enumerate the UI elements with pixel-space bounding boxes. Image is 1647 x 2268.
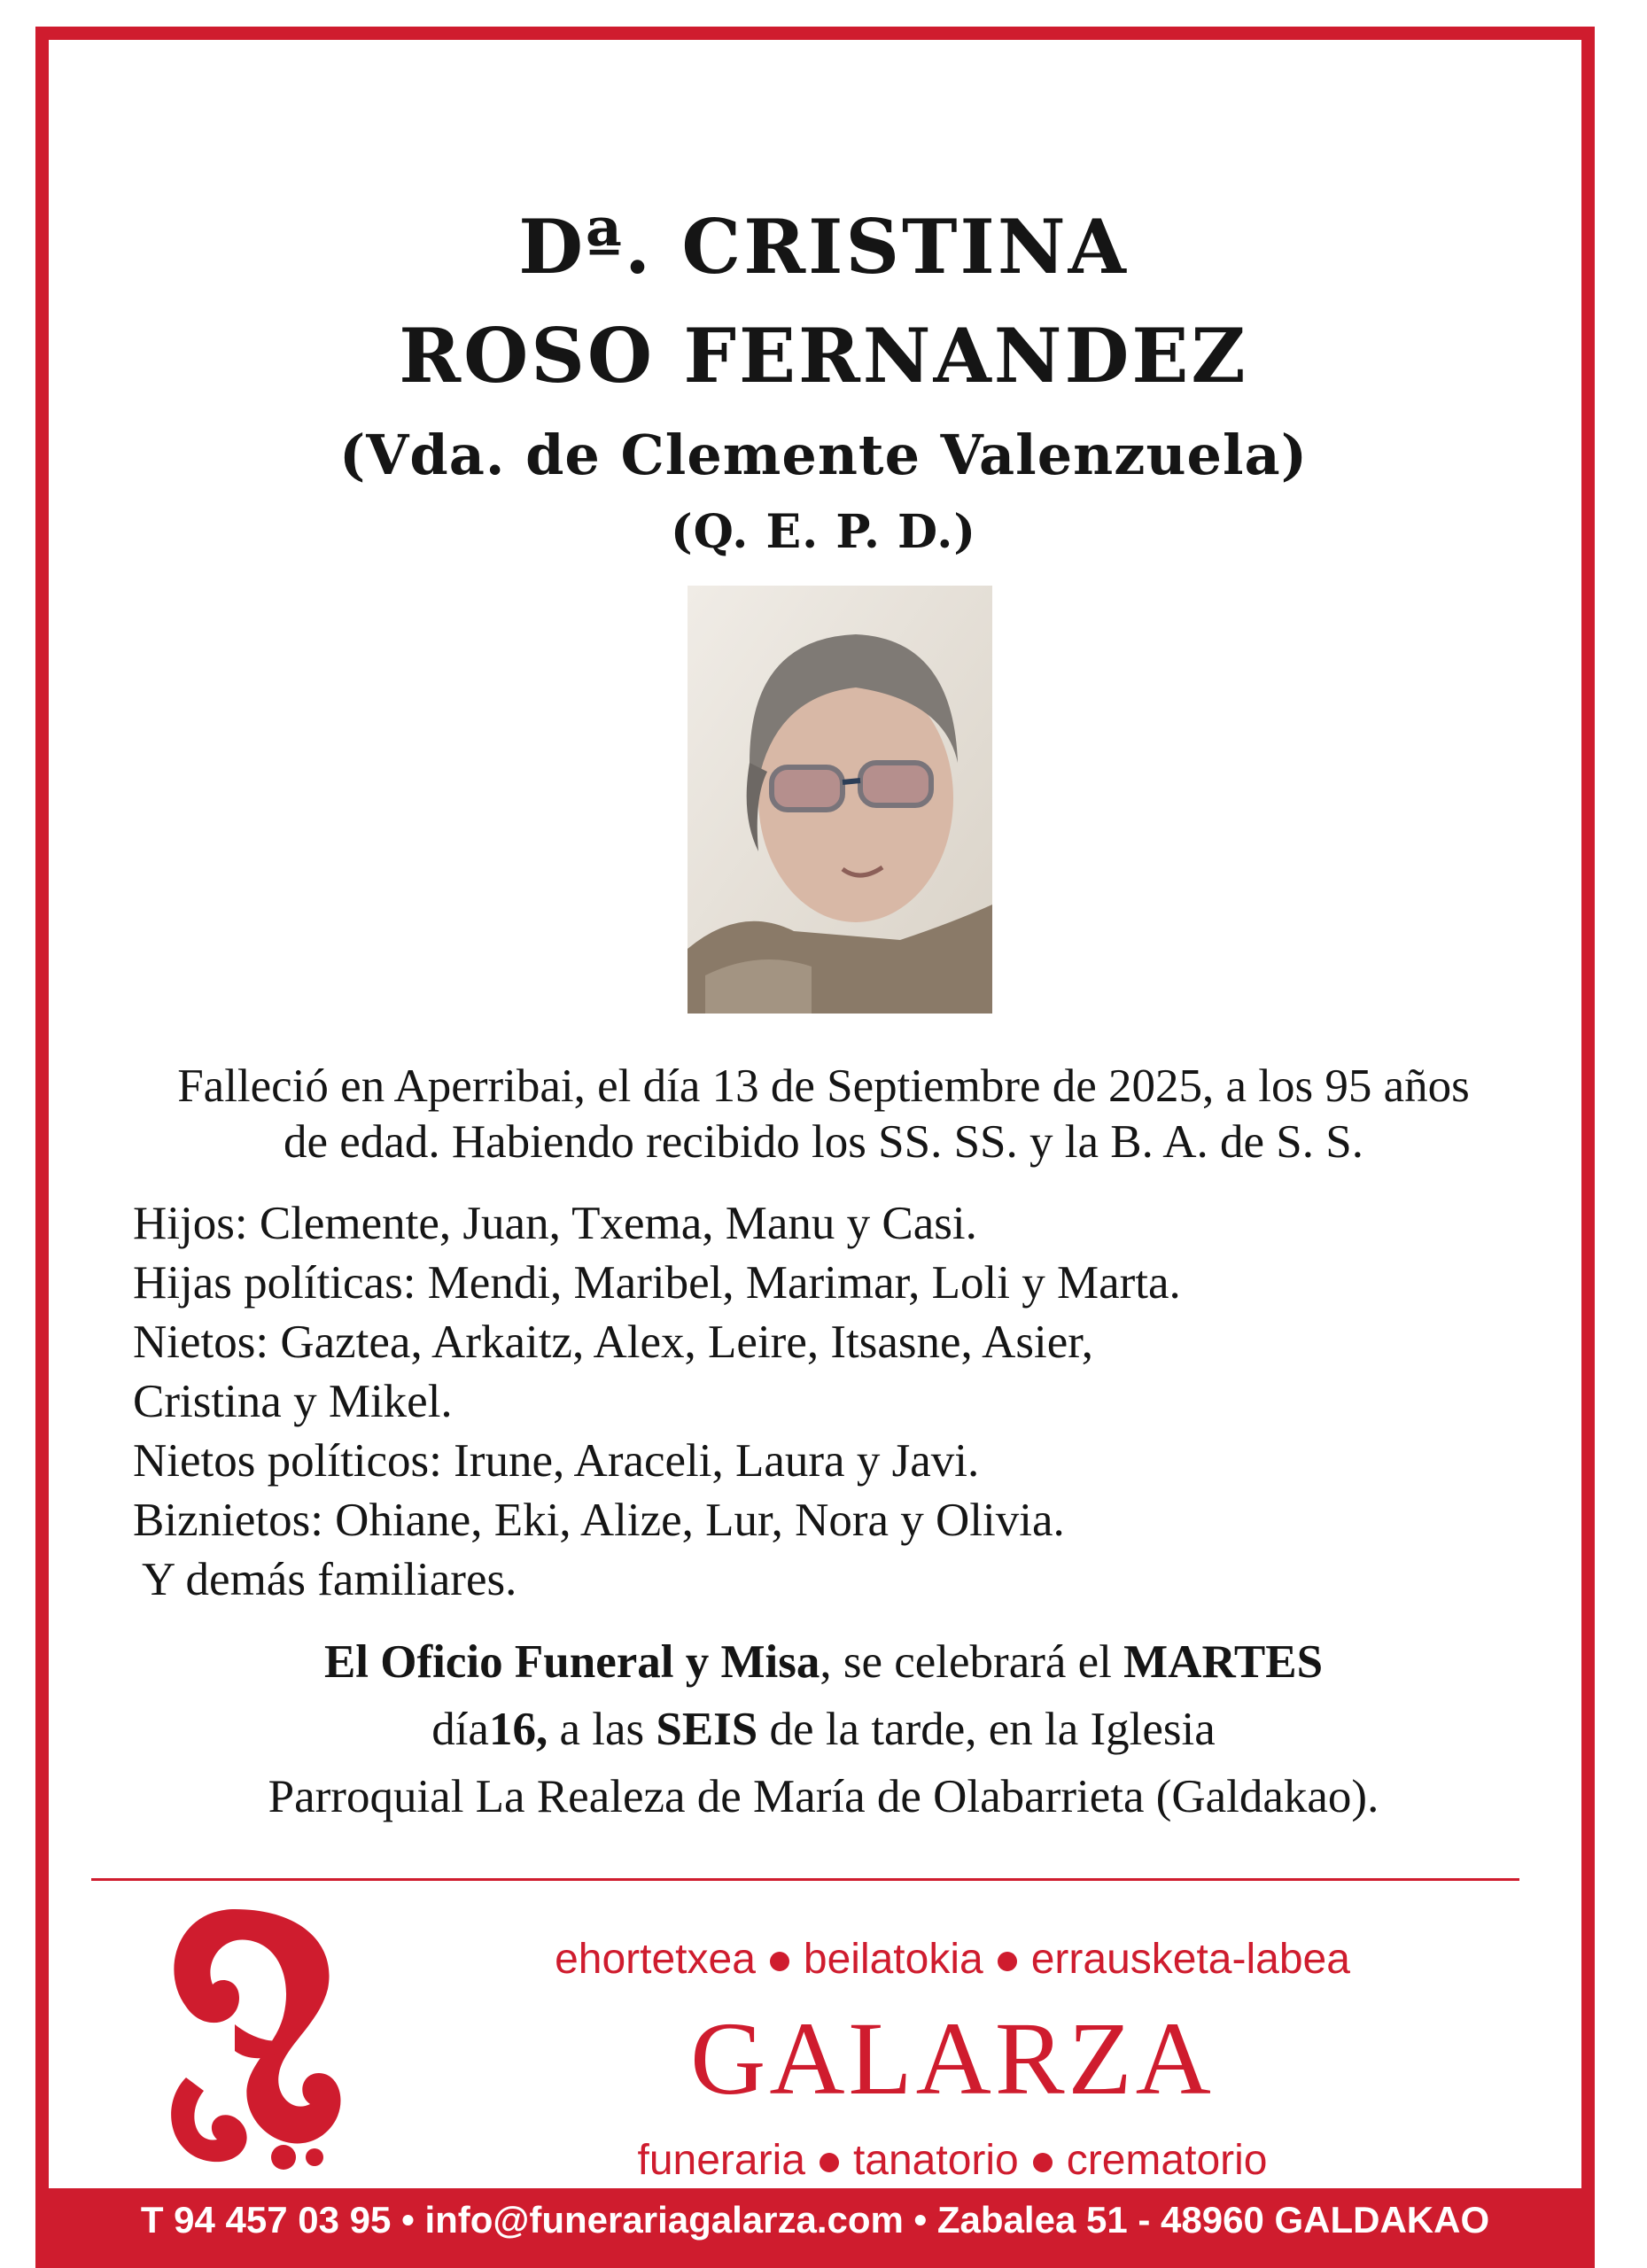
family-grandchildren: Nietos: Gaztea, Arkaitz, Alex, Leire, Itsasne, Asier, [133, 1317, 1094, 1368]
divider-rule [91, 1878, 1519, 1881]
funeral-home-name: GALARZA [690, 2000, 1215, 2117]
bullet-icon [1033, 2153, 1053, 2172]
deceased-name-line1: Dª. CRISTINA [518, 203, 1129, 291]
bullet-icon [820, 2153, 839, 2172]
death-info-line1: Falleció en Aperribai, el día 13 de Septiembre de 2025, a los 95 años [177, 1060, 1470, 1112]
contact-info: T 94 457 03 95 • info@funerariagalarza.com • Zabalea 51 - 48960 GALDAKAO [140, 2199, 1490, 2241]
service-line2: día16, a las SEIS de la tarde, en la Iglesia [431, 1704, 1216, 1755]
family-others: Y demás familiares. [142, 1554, 517, 1605]
death-info-line2: de edad. Habiendo recibido los SS. SS. y la B. A. de S. S. [284, 1116, 1363, 1168]
widow-of-line: (Vda. de Clemente Valenzuela) [338, 423, 1309, 487]
bullet-icon [770, 1952, 789, 1971]
family-great-grandchildren: Biznietos: Ohiane, Eki, Alize, Lur, Nora y Olivia. [133, 1495, 1065, 1546]
deceased-name-line2: ROSO FERNANDEZ [399, 312, 1248, 400]
services-basque: ehortetxea beilatokia errausketa-labea [555, 1936, 1350, 1983]
family-daughters-in-law: Hijas políticas: Mendi, Maribel, Marimar, Loli y Marta. [133, 1257, 1181, 1309]
services-spanish: funeraria tanatorio crematorio [637, 2137, 1268, 2184]
family-grandchildren-cont: Cristina y Mikel. [133, 1376, 453, 1427]
rip-line: (Q. E. P. D.) [670, 505, 976, 559]
galarza-logo-icon [151, 1891, 354, 2184]
bullet-icon [998, 1952, 1017, 1971]
portrait-photo [688, 586, 992, 1014]
family-children: Hijos: Clemente, Juan, Txema, Manu y Casi. [133, 1198, 977, 1249]
service-line1: El Oficio Funeral y Misa, se celebrará el MARTES [323, 1636, 1324, 1688]
service-line3: Parroquial La Realeza de María de Olabarrieta (Galdakao). [268, 1771, 1379, 1822]
family-grandchildren-in-law: Nietos políticos: Irune, Araceli, Laura y Javi. [133, 1435, 980, 1487]
